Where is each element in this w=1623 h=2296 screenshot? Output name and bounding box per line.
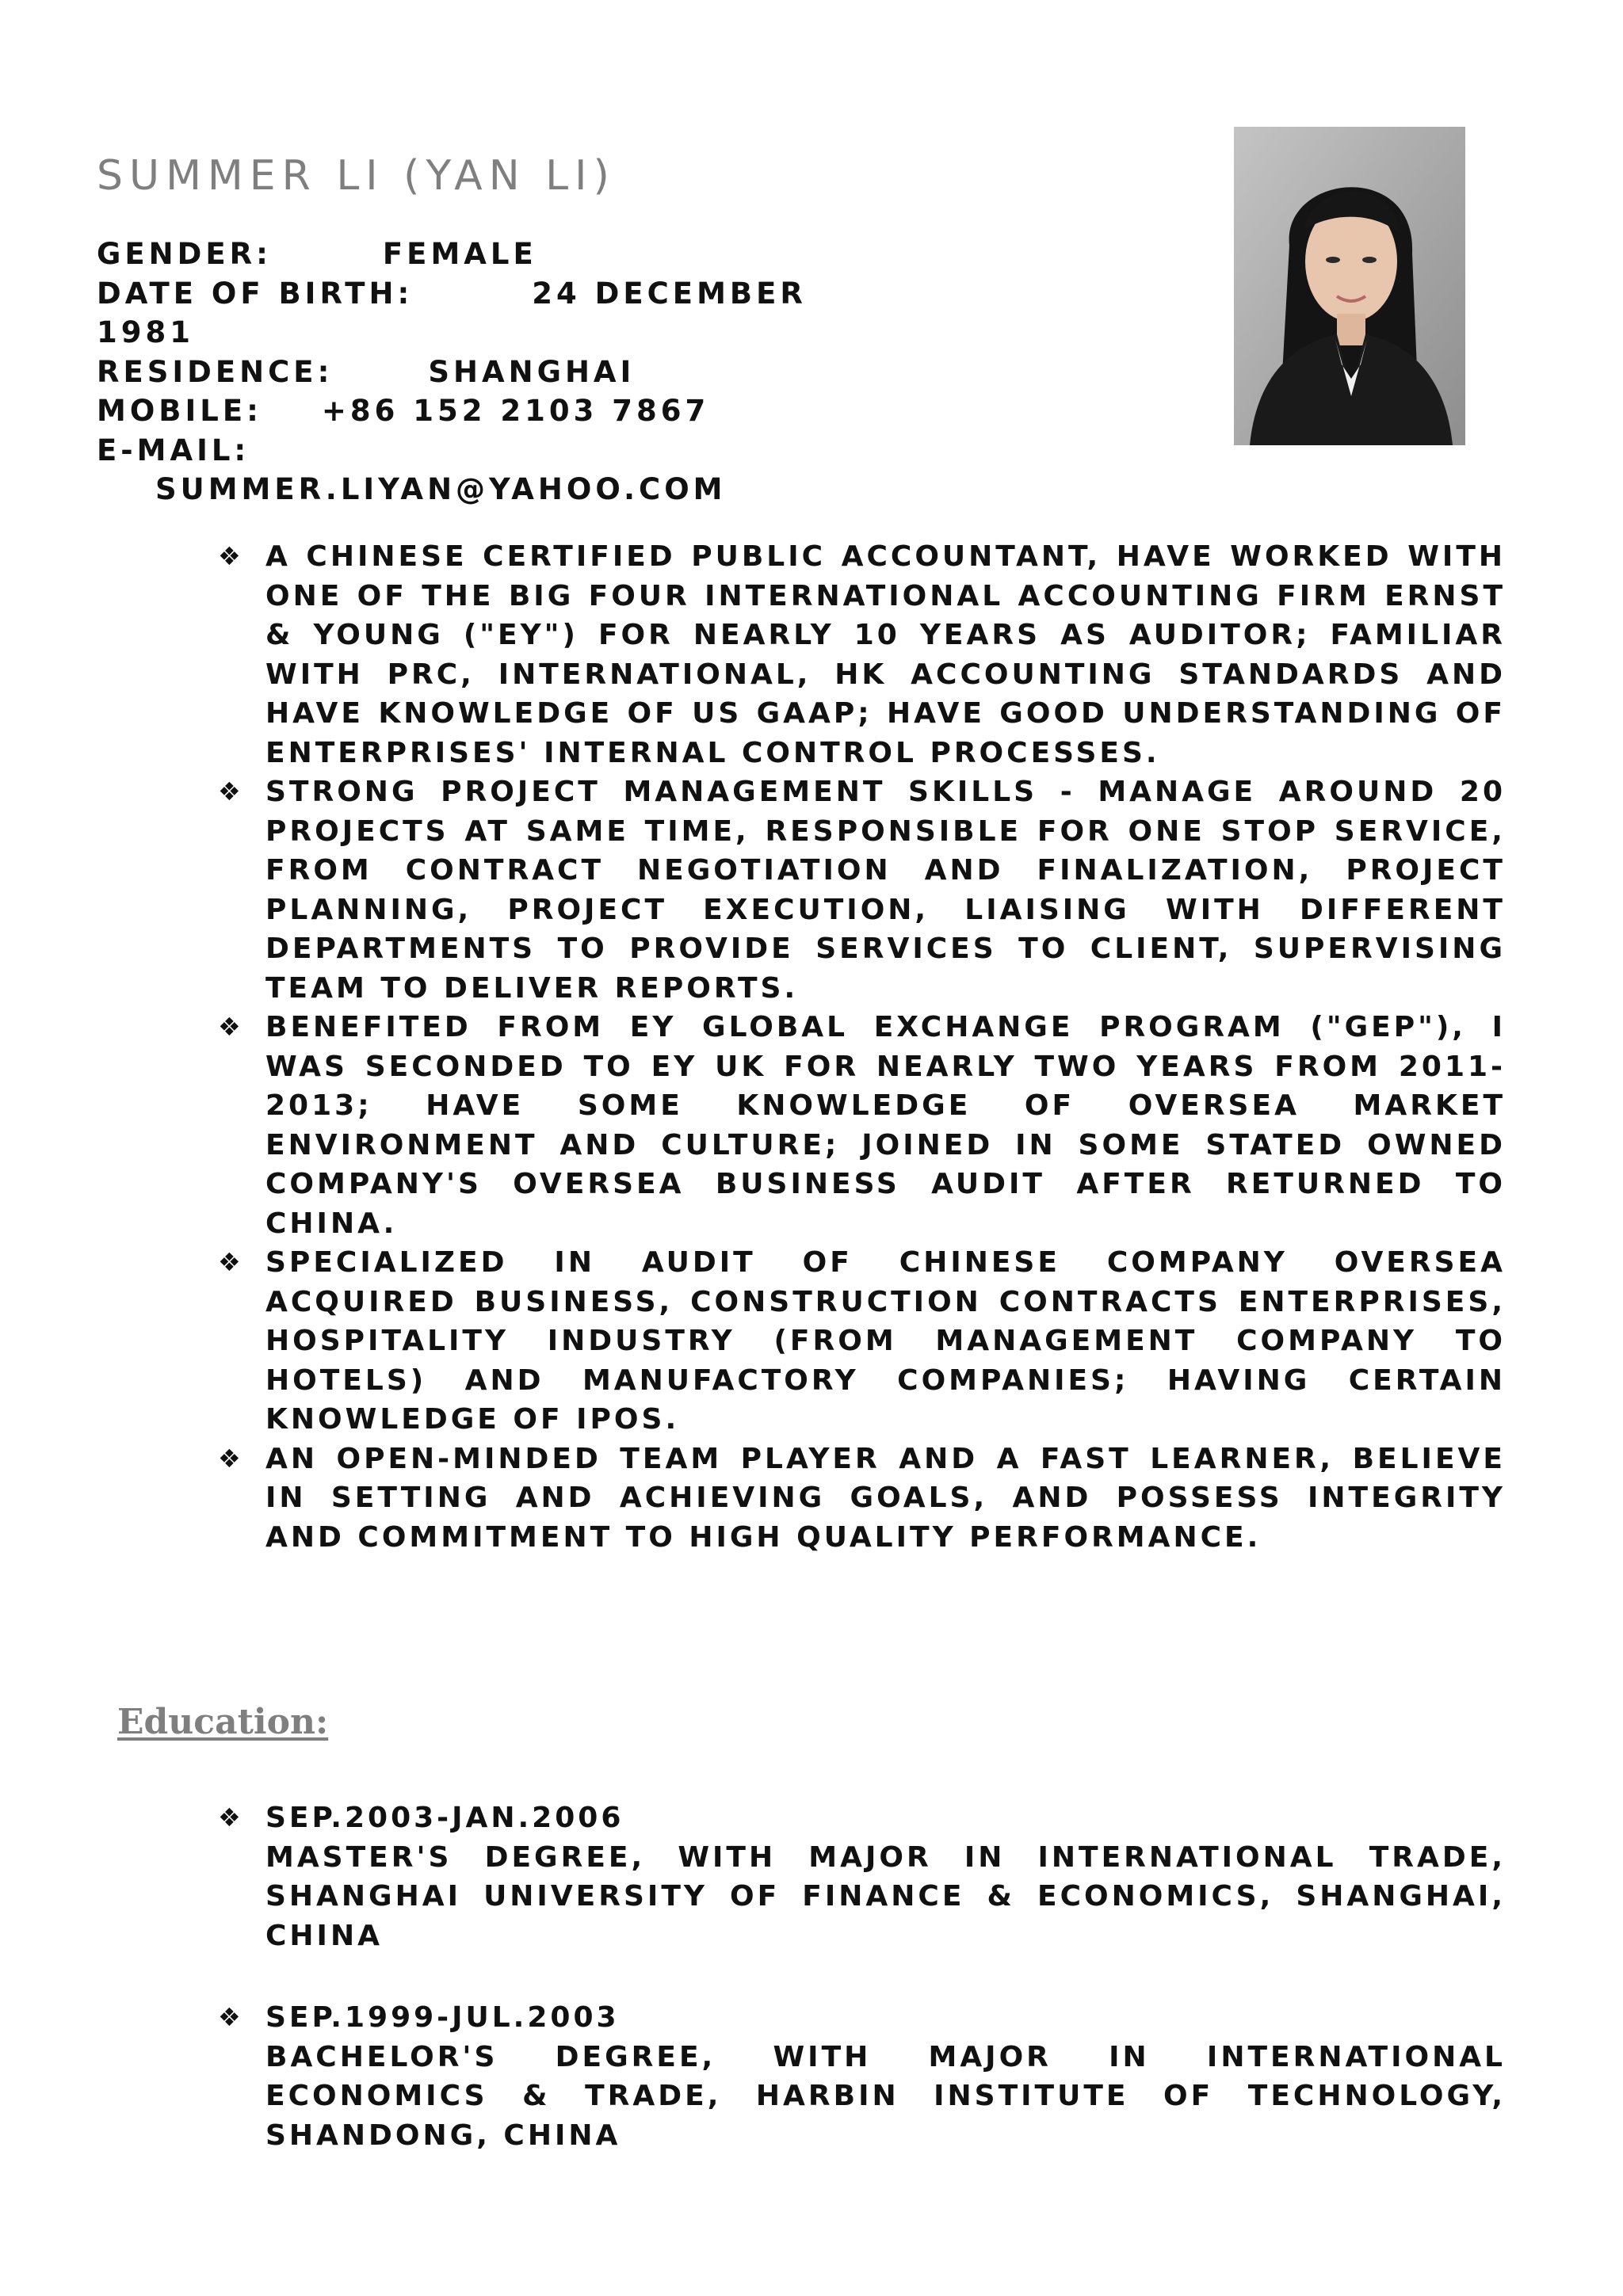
- diamond-bullet-icon: ❖: [218, 1443, 241, 1474]
- dob-year: 1981: [97, 315, 194, 349]
- dob-row: [97, 274, 929, 314]
- dob-value: 24 DECEMBER: [532, 276, 807, 311]
- diamond-bullet-icon: ❖: [218, 776, 241, 807]
- summary-item: [218, 1008, 1506, 1243]
- gender-value: FEMALE: [382, 237, 537, 271]
- education-heading: Education:: [117, 1702, 329, 1742]
- education-period: SEP.1999-JUL.2003: [265, 2001, 620, 2034]
- summary-item: [218, 537, 1506, 772]
- diamond-bullet-icon: ❖: [218, 1247, 241, 1277]
- diamond-bullet-icon: ❖: [218, 1802, 241, 1833]
- diamond-bullet-icon: ❖: [218, 2002, 241, 2032]
- email-value[interactable]: SUMMER.LIYAN@YAHOO.COM: [155, 472, 727, 506]
- education-description: BACHELOR'S DEGREE, WITH MAJOR IN INTERNATIONAL ECONOMICS & TRADE, HARBIN INSTITUTE OF TECHNOLOGY, SHANDONG, CHINA: [265, 2040, 1506, 2152]
- mobile-row: [97, 391, 929, 431]
- summary-item: [218, 772, 1506, 1008]
- summary-text: AN OPEN-MINDED TEAM PLAYER AND A FAST LEARNER, BELIEVE IN SETTING AND ACHIEVING GOALS, AND POSSESS INTEGRITY AND COMMITMENT TO HIGH QUALITY PERFORMANCE.: [265, 1442, 1506, 1554]
- summary-text: STRONG PROJECT MANAGEMENT SKILLS - MANAGE AROUND 20 PROJECTS AT SAME TIME, RESPONSIBLE FOR ONE STOP SERVICE, FROM CONTRACT NEGOTIATION AND FINALIZATION, PROJECT PLANNING, PROJECT EXECUTION, LIAISING WITH DIFFERENT DEPARTMENTS TO PROVIDE SERVICES TO CLIENT, SUPERVISING TEAM TO DELIVER REPORTS.: [265, 776, 1506, 1005]
- mobile-value: +86 152 2103 7867: [321, 394, 710, 428]
- candidate-name: SUMMER LI (YAN LI): [97, 152, 616, 200]
- mobile-label: MOBILE:: [97, 394, 262, 428]
- education-description: MASTER'S DEGREE, WITH MAJOR IN INTERNATIONAL TRADE, SHANGHAI UNIVERSITY OF FINANCE & ECONOMICS, SHANGHAI, CHINA: [265, 1840, 1506, 1952]
- diamond-bullet-icon: ❖: [218, 541, 241, 571]
- residence-value: SHANGHAI: [428, 354, 636, 389]
- summary-item: [218, 1440, 1506, 1558]
- education-period: SEP.2003-JAN.2006: [265, 1802, 624, 1834]
- residence-row: [97, 353, 929, 392]
- residence-label: RESIDENCE:: [97, 354, 334, 389]
- email-label-row: [97, 431, 929, 471]
- email-label: E-MAIL:: [97, 433, 250, 467]
- gender-label: GENDER:: [97, 237, 272, 271]
- dob-year-row: [97, 313, 929, 353]
- education-entry: [218, 1798, 1506, 1955]
- personal-info: [97, 235, 929, 509]
- summary-text: A CHINESE CERTIFIED PUBLIC ACCOUNTANT, HAVE WORKED WITH ONE OF THE BIG FOUR INTERNATIONAL ACCOUNTING FIRM ERNST & YOUNG ("EY") FOR NEARLY 10 YEARS AS AUDITOR; FAMILIAR WITH PRC, INTERNATIONAL, HK ACCOUNTING STANDARDS AND HAVE KNOWLEDGE OF US GAAP; HAVE GOOD UNDERSTANDING OF ENTERPRISES' INTERNAL CONTROL PROCESSES.: [265, 540, 1506, 769]
- diamond-bullet-icon: ❖: [218, 1012, 241, 1042]
- gender-row: [97, 235, 929, 274]
- email-value-row: [97, 470, 929, 509]
- summary-list: [218, 537, 1506, 1557]
- summary-item: [218, 1243, 1506, 1440]
- education-entry: [218, 1998, 1506, 2155]
- dob-label: DATE OF BIRTH:: [97, 276, 414, 311]
- summary-text: SPECIALIZED IN AUDIT OF CHINESE COMPANY OVERSEA ACQUIRED BUSINESS, CONSTRUCTION CONTRACTS ENTERPRISES, HOSPITALITY INDUSTRY (FROM MANAGEMENT COMPANY TO HOTELS) AND MANUFACTORY COMPANIES; HAVING CERTAIN KNOWLEDGE OF IPOS.: [265, 1246, 1506, 1436]
- summary-text: BENEFITED FROM EY GLOBAL EXCHANGE PROGRAM ("GEP"), I WAS SECONDED TO EY UK FOR NEARLY TWO YEARS FROM 2011- 2013; HAVE SOME KNOWLEDGE OF OVERSEA MARKET ENVIRONMENT AND CULTURE; JOINED IN SOME STATED OWNED COMPANY'S OVERSEA BUSINESS AUDIT AFTER RETURNED TO CHINA.: [265, 1011, 1506, 1240]
- portrait-photo-icon: [1234, 127, 1465, 445]
